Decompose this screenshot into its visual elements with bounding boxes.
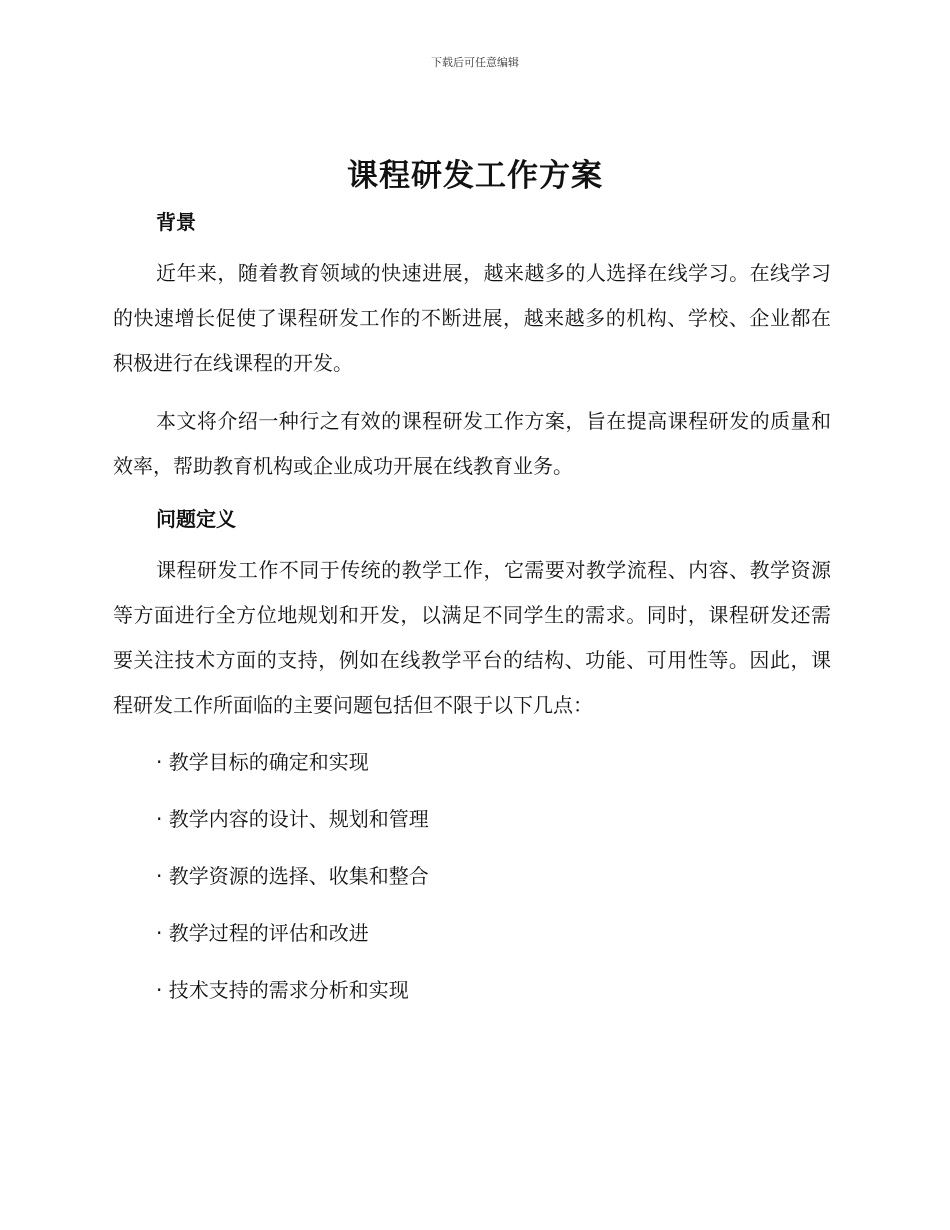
bullet-item: · 教学目标的确定和实现 bbox=[156, 750, 369, 774]
document-body bbox=[113, 205, 831, 1013]
background-paragraph-1: 近年来，随着教育领域的快速进展，越来越多的人选择在线学习。在线学习的快速增长促使了课程研发工作的不断进展，越来越多的机构、学校、企业都在积极进行在线课程的开发。 bbox=[113, 261, 831, 375]
bullet-item: · 教学内容的设计、规划和管理 bbox=[156, 807, 429, 831]
document-title: 课程研发工作方案 bbox=[347, 158, 603, 194]
background-paragraph-2: 本文将介绍一种行之有效的课程研发工作方案，旨在提高课程研发的质量和效率，帮助教育机构或企业成功开展在线教育业务。 bbox=[113, 409, 831, 478]
bullet-item: · 教学过程的评估和改进 bbox=[156, 921, 369, 945]
bullet-item: · 技术支持的需求分析和实现 bbox=[156, 978, 409, 1002]
section-heading-problem-definition: 问题定义 bbox=[156, 507, 236, 531]
problem-paragraph-1: 课程研发工作不同于传统的教学工作，它需要对教学流程、内容、教学资源等方面进行全方位地规划和开发，以满足不同学生的需求。同时，课程研发还需要关注技术方面的支持，例如在线教学平台的结构、功能、可用性等。因此，课程研发工作所面临的主要问题包括但不限于以下几点： bbox=[113, 558, 831, 717]
page-header-note: 下载后可任意编辑 bbox=[431, 56, 519, 69]
section-heading-background: 背景 bbox=[156, 210, 196, 234]
bullet-item: · 教学资源的选择、收集和整合 bbox=[156, 864, 429, 888]
